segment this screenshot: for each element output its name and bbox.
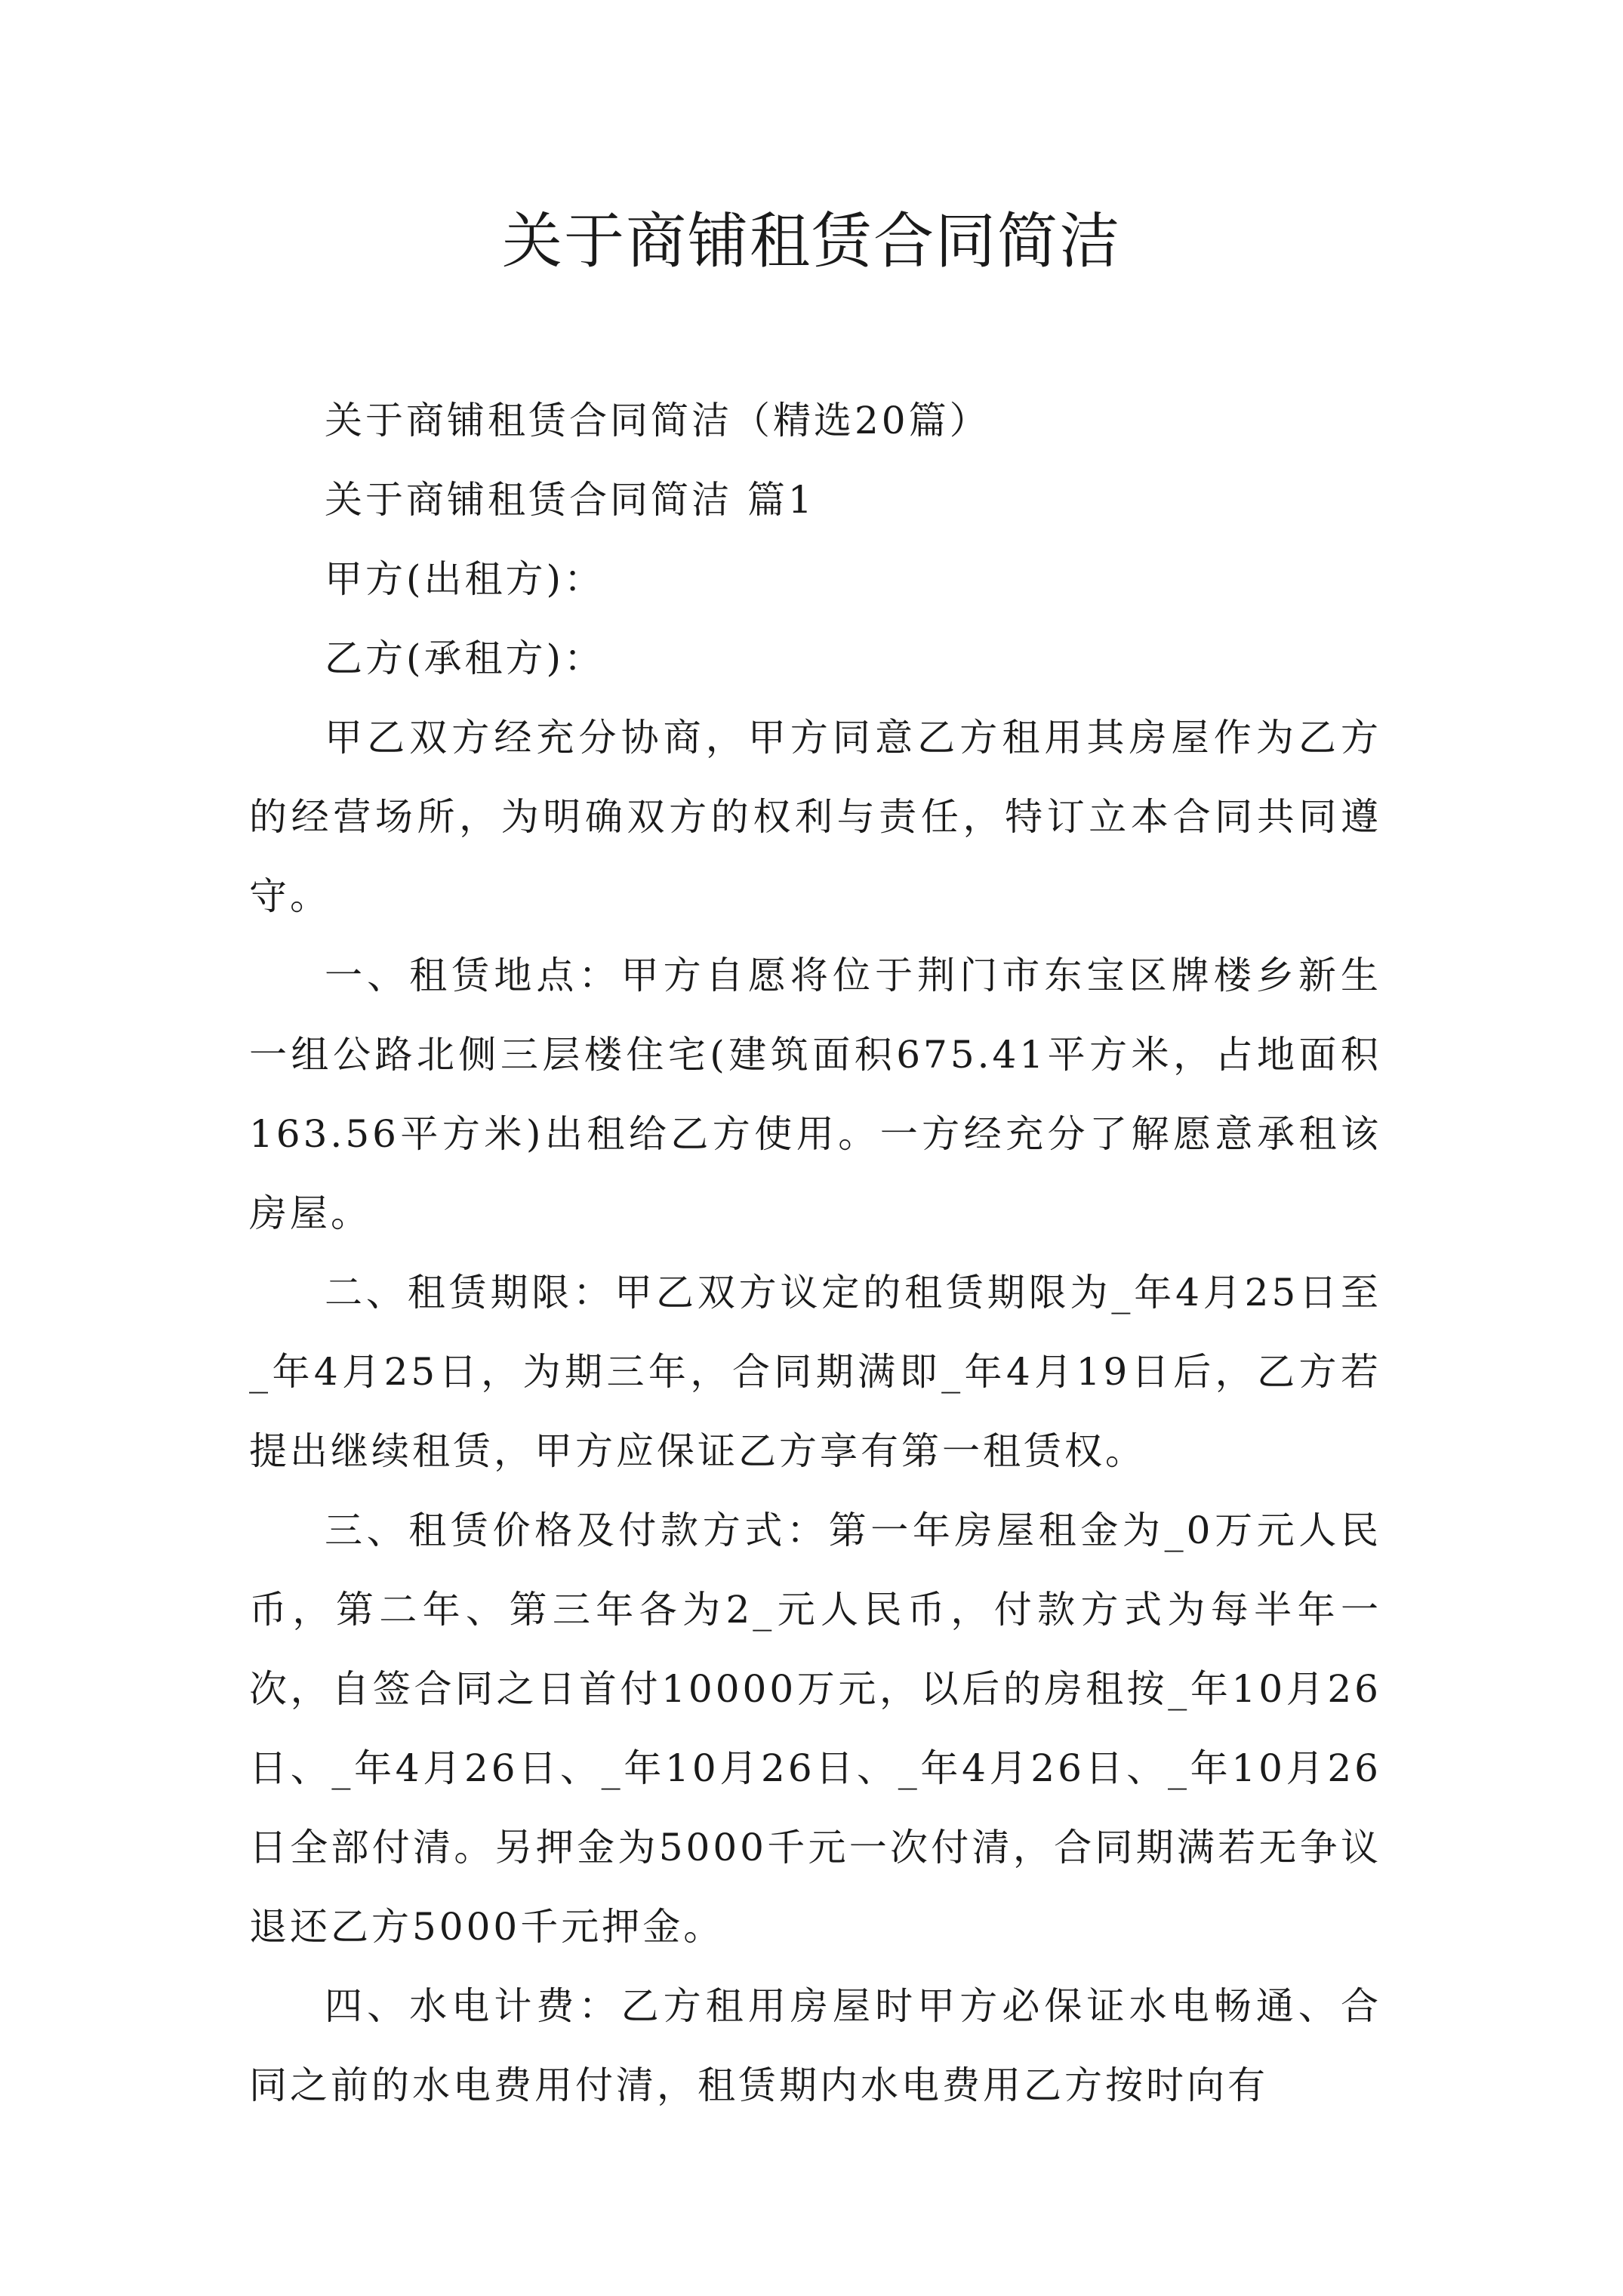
preamble-paragraph: 甲乙双方经充分协商，甲方同意乙方租用其房屋作为乙方的经营场所，为明确双方的权利与责任，特订立本合同共同遵守。: [249, 716, 1381, 918]
subtitle-paragraph: 关于商铺租赁合同简洁（精选20篇）: [325, 399, 990, 442]
party-a-line: 甲方(出租方)：: [325, 557, 605, 601]
document-title: 关于商铺租赁合同简洁: [502, 206, 1121, 276]
clause-term: 二、租赁期限：甲乙双方议定的租赁期限为_年4月25日至_年4月25日，为期三年，合同期满即_年4月19日后，乙方若提出继续租赁，甲方应保证乙方享有第一租赁权。: [249, 1271, 1381, 1473]
document-body: [249, 381, 1381, 2125]
section-heading: 关于商铺租赁合同简洁 篇1: [325, 478, 815, 522]
party-b-line: 乙方(承租方)：: [325, 636, 605, 680]
clause-location: 一、租赁地点：甲方自愿将位于荆门市东宝区牌楼乡新生一组公路北侧三层楼住宅(建筑面积675.41平方米，占地面积163.56平方米)出租给乙方使用。一方经充分了解愿意承租该房屋。: [249, 954, 1381, 1235]
clause-utilities: 四、水电计费：乙方租用房屋时甲方必保证水电畅通、合同之前的水电费用付清，租赁期内水电费用乙方按时向有: [249, 1984, 1381, 2107]
clause-price-payment: 三、租赁价格及付款方式：第一年房屋租金为_0万元人民币，第二年、第三年各为2_元人民币，付款方式为每半年一次，自签合同之日首付10000万元，以后的房租按_年10月26日、_年4月26日、_年10月26日、_年4月26日、_年10月26日全部付清。另押金为5000千元一次付清，合同期满若无争议退还乙方5000千元押金。: [249, 1509, 1381, 1949]
